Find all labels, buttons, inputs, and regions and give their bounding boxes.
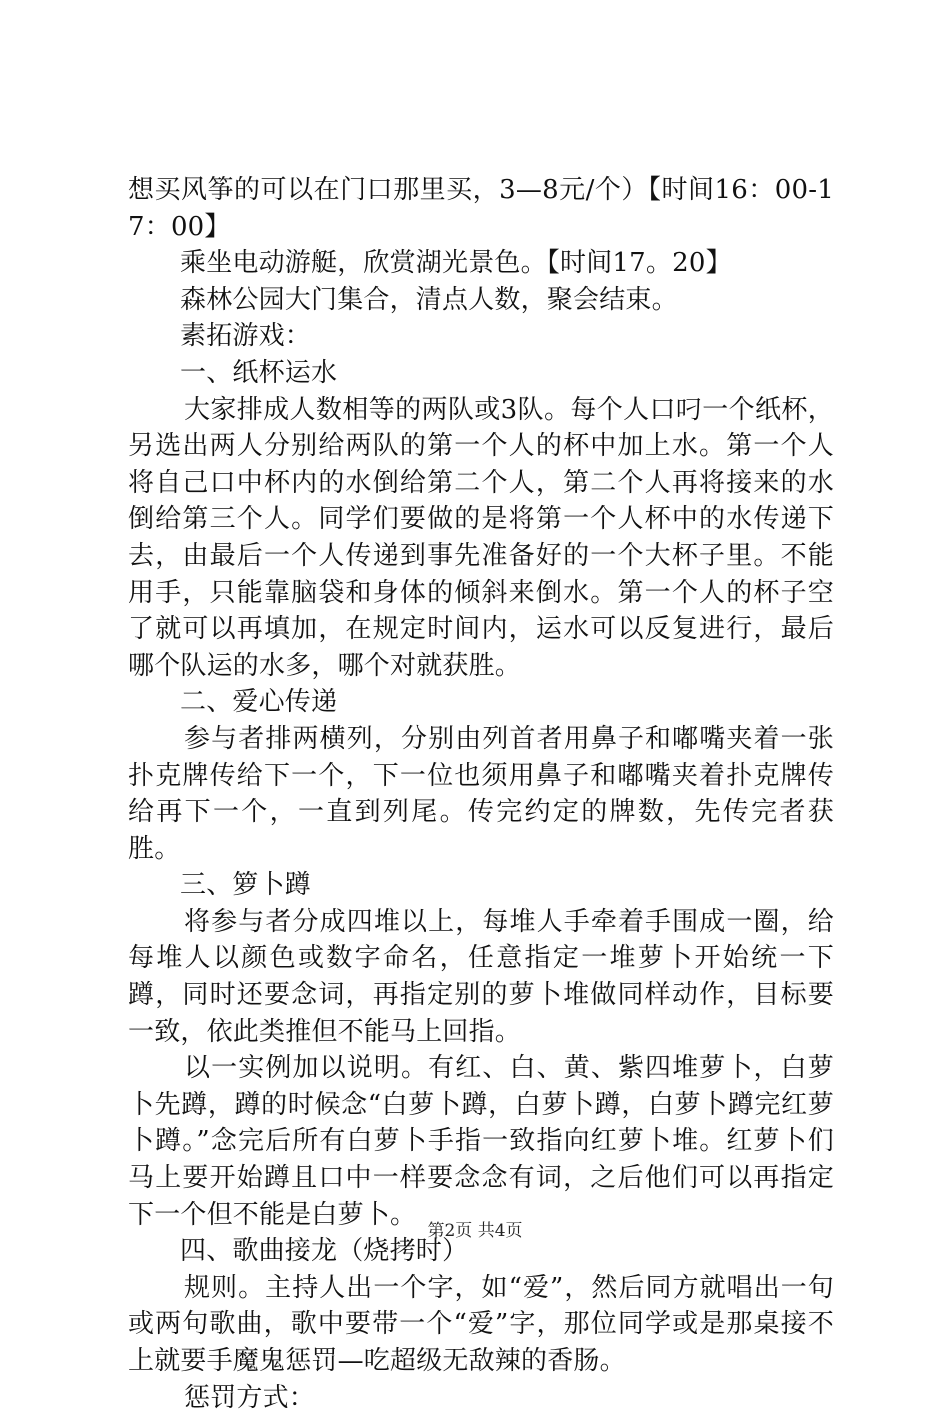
paragraph-game-1-rules: 大家排成人数相等的两队或3队。每个人口叼一个纸杯，另选出两人分别给两队的第一个人的杯中加上水。第一个人将自己口中杯内的水倒给第二个人，第二个人再将接来的水倒给第三个人。同学们要做的是将第一个人杯中的水传递下去，由最后一个人传递到事先准备好的一个大杯子里。不能用手，只能靠脑袋和身体的倾斜来倒水。第一个人的杯子空了就可以再填加，在规定时间内，运水可以反复进行，最后哪个队运的水多，哪个对就获胜。: [128, 394, 834, 681]
paragraph-kite-purchase: 想买风筝的可以在门口那里买，3—8元/个）【时间16：00-17：00】: [128, 175, 834, 242]
paragraph-boat-ride: 乘坐电动游艇，欣赏湖光景色。【时间17。20】: [180, 248, 732, 279]
paragraph-game-3-rules: 将参与者分成四堆以上，每堆人手牵着手围成一圈，给每堆人以颜色或数字命名，任意指定一堆萝卜开始统一下蹲，同时还要念词，再指定别的萝卜堆做同样动作，目标要一致，依此类推但不能马上回指。: [128, 906, 834, 1047]
heading-team-games: 素拓游戏：: [180, 321, 312, 352]
page-number-footer: 第2页 共4页: [427, 1221, 523, 1241]
paragraph-game-3-example: 以一实例加以说明。有红、白、黄、紫四堆萝卜，白萝卜先蹲，蹲的时候念“白萝卜蹲，白萝卜蹲，白萝卜蹲完红萝卜蹲。”念完后所有白萝卜手指一致指向红萝卜堆。红萝卜们马上要开始蹲且口中一样要念念有词，之后他们可以再指定下一个但不能是白萝卜。: [128, 1053, 834, 1230]
paragraph-game-4-rules: 规则。主持人出一个字，如“爱”，然后同方就唱出一句或两句歌曲，歌中要带一个“爱”字，那位同学或是那桌接不上就要手魔鬼惩罚—吃超级无敌辣的香肠。: [128, 1272, 834, 1376]
heading-game-3: 三、箩卜蹲: [180, 870, 312, 901]
heading-game-4: 四、歌曲接龙（烧拷时）: [180, 1236, 469, 1267]
heading-penalty-methods: 惩罚方式：: [184, 1382, 316, 1413]
paragraph-game-2-rules: 参与者排两横列，分别由列首者用鼻子和嘟嘴夹着一张扑克牌传给下一个，下一位也须用鼻子和嘟嘴夹着扑克牌传给再下一个，一直到列尾。传完约定的牌数，先传完者获胜。: [128, 723, 834, 864]
paragraph-gathering-end: 森林公园大门集合，清点人数，聚会结束。: [180, 284, 678, 315]
heading-game-1: 一、纸杯运水: [180, 357, 338, 388]
heading-game-2: 二、爱心传递: [180, 687, 338, 718]
